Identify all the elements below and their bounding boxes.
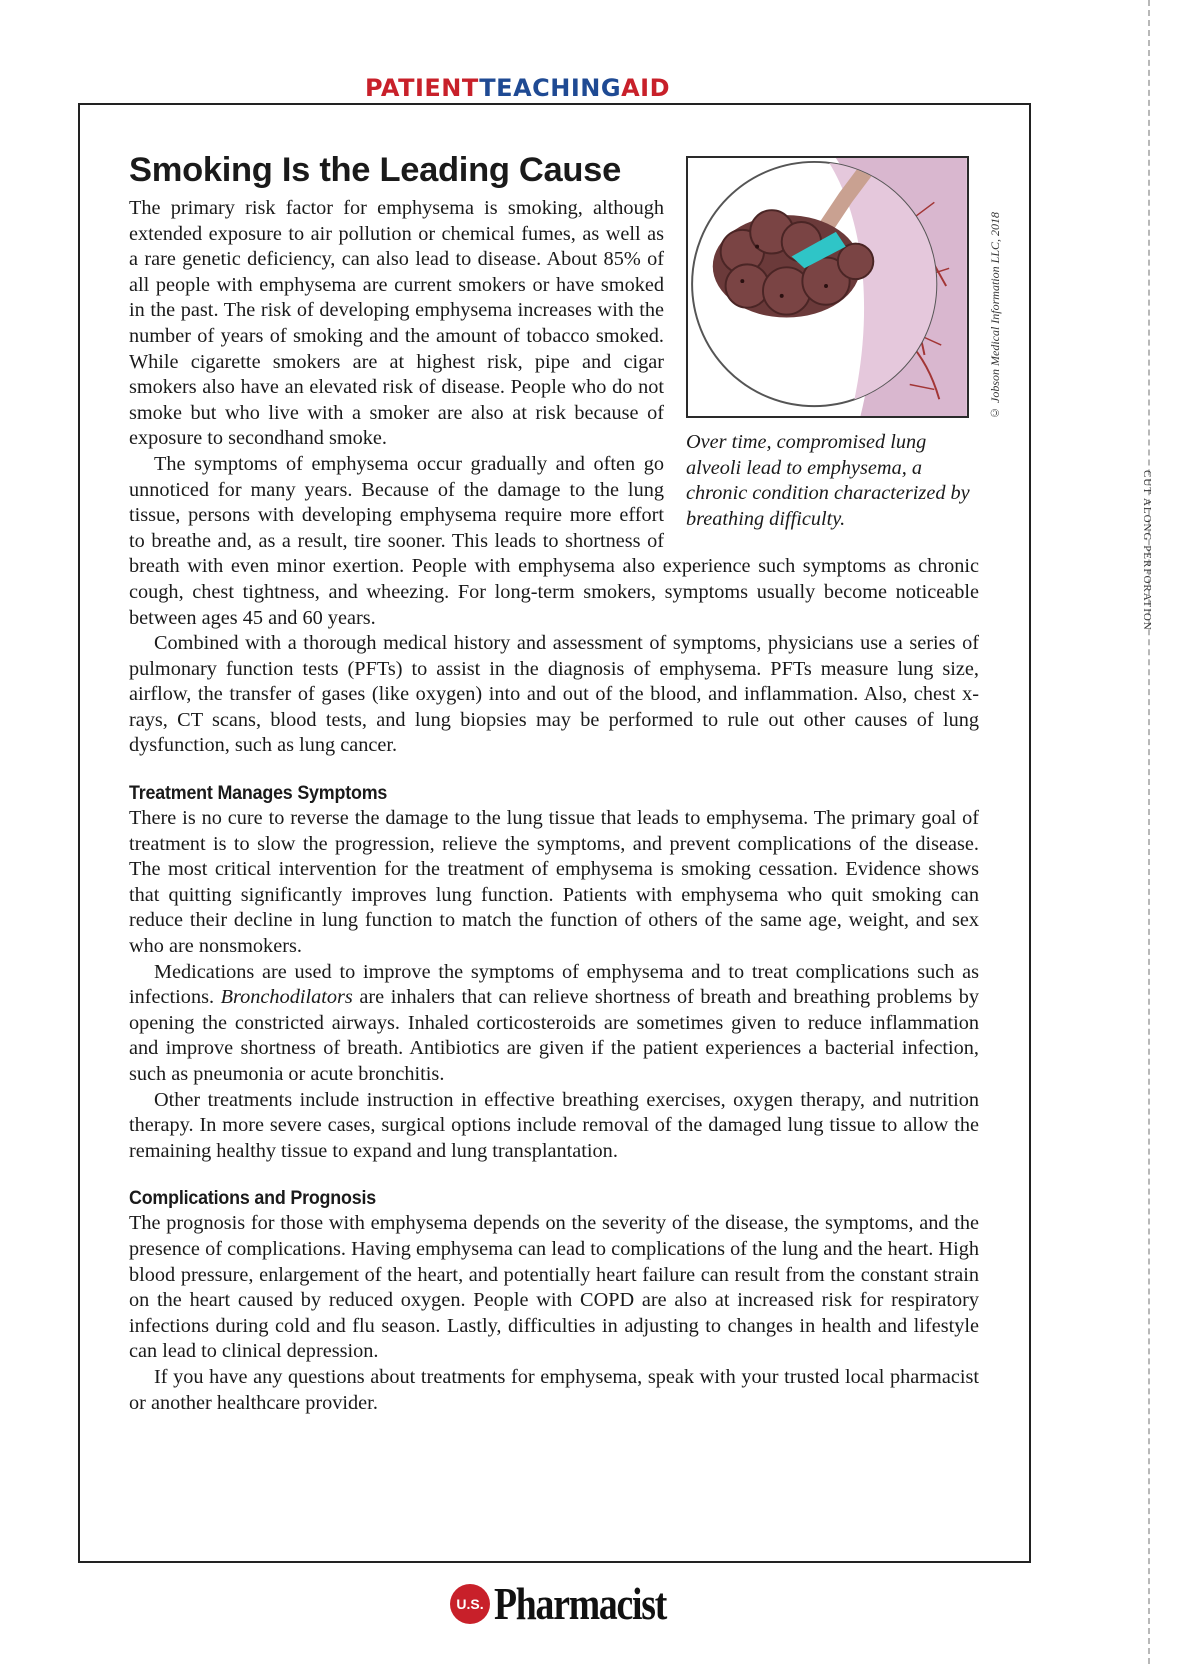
banner-teaching: TEACHING xyxy=(479,74,622,102)
paragraph-medications xyxy=(129,960,979,1088)
bronchodilators-term: Bronchodilators xyxy=(220,986,353,1009)
us-pharmacist-logo xyxy=(450,1576,667,1636)
heading-complications: Complications and Prognosis xyxy=(129,1188,376,1210)
logo-wordmark: Pharmacist xyxy=(494,1578,667,1629)
paragraph-diagnosis: Combined with a thorough medical history and assessment of symptoms, physicians use a series of pulmonary function tests (PFTs) to assist in the diagnosis of emphysema. PFTs measure lung size, airflow, the transfer of gases (like oxygen) into and out of the blood, and inflammation. Also, chest x-rays, CT scans, blood tests, and lung biopsies may be performed to rule out other causes of lung dysfunction, such as lung cancer. xyxy=(129,632,979,757)
patient-teaching-aid-banner xyxy=(0,74,1035,102)
logo-seal: U.S. xyxy=(450,1584,490,1624)
article-content xyxy=(129,150,979,1416)
paragraph-symptoms: The symptoms of emphysema occur gradually and often go unnoticed for many years. Because of the damage to the lung tissue, persons with developing emphysema require more effort to breathe and, as a result, tire sooner. This leads to shortness of breath with even minor exertion. People with emphysema also experience such symptoms as chronic cough, chest tightness, and wheezing. For long-term smokers, symptoms usually become noticeable between ages 45 and 60 years. xyxy=(129,452,979,629)
lung-alveoli-illustration xyxy=(686,156,969,418)
figure-caption: Over time, compromised lung alveoli lead to emphysema, a chronic condition characterized by breathing difficulty. xyxy=(686,431,970,530)
cut-along-perforation-label: CUT ALONG PERFORATION xyxy=(1141,470,1153,631)
banner-aid: AID xyxy=(621,74,670,102)
paragraph-questions: If you have any questions about treatments for emphysema, speak with your trusted local pharmacist or another healthcare provider. xyxy=(129,1365,979,1414)
paragraph-other-treatments: Other treatments include instruction in effective breathing exercises, oxygen therapy, and nutrition therapy. In more severe cases, surgical options include removal of the damaged lung tissue to allow the remaining healthy tissue to expand and lung transplantation. xyxy=(129,1088,979,1162)
medications-text-a: Medications are used to improve the symptoms of emphysema and to treat complications such as infections. xyxy=(129,960,979,1009)
paragraph-prognosis: The prognosis for those with emphysema depends on the severity of the disease, the symptoms, and the presence of complications. Having emphysema can lead to complications of the lung and the heart. High blood pressure, enlargement of the heart, and potentially heart failure can result from the constant strain on the heart caused by reduced oxygen. People with COPD are also at increased risk for respiratory infections during cold and flu season. Lastly, difficulties in adjusting to changes in health and lifestyle can lead to clinical depression. xyxy=(129,1212,979,1363)
perforation-line xyxy=(1148,0,1150,1664)
heading-treatment: Treatment Manages Symptoms xyxy=(129,783,388,805)
paragraph-treatment: There is no cure to reverse the damage to the lung tissue that leads to emphysema. The primary goal of treatment is to slow the progression, relieve the symptoms, and prevent complications of the disease. The most critical intervention for the treatment of emphysema is smoking cessation. Evidence shows that quitting significantly improves lung function. Patients with emphysema who quit smoking can reduce their decline in lung function to match the function of others of the same age, weight, and sex who are nonsmokers. xyxy=(129,807,979,958)
lung-alveoli-figure xyxy=(686,156,979,532)
article-title: Smoking Is the Leading Cause xyxy=(129,151,621,189)
paragraph-risk-factors: The primary risk factor for emphysema is smoking, although extended exposure to air pollution or chemical fumes, as well as a rare genetic deficiency, can also lead to disease. About 85% of all people with emphysema are current smokers or have smoked in the past. The risk of developing emphysema increases with the number of years of smoking and the amount of tobacco smoked. While cigarette smokers are at highest risk, pipe and cigar smokers also have an elevated risk of disease. People who do not smoke but who live with a smoker are also at risk because of exposure to secondhand smoke. xyxy=(129,197,664,450)
medications-text-b: are inhalers that can relieve shortness of breath and breathing problems by opening the constricted airways. Inhaled corticosteroids are sometimes given to reduce inflammation and improve shortness of breath. Antibiotics are given if the patient experiences a bacterial infection, such as pneumonia or acute bronchitis. xyxy=(129,986,979,1085)
banner-patient: PATIENT xyxy=(364,74,480,102)
copyright-notice: © Jobson Medical Information LLC, 2018 xyxy=(988,212,1002,420)
